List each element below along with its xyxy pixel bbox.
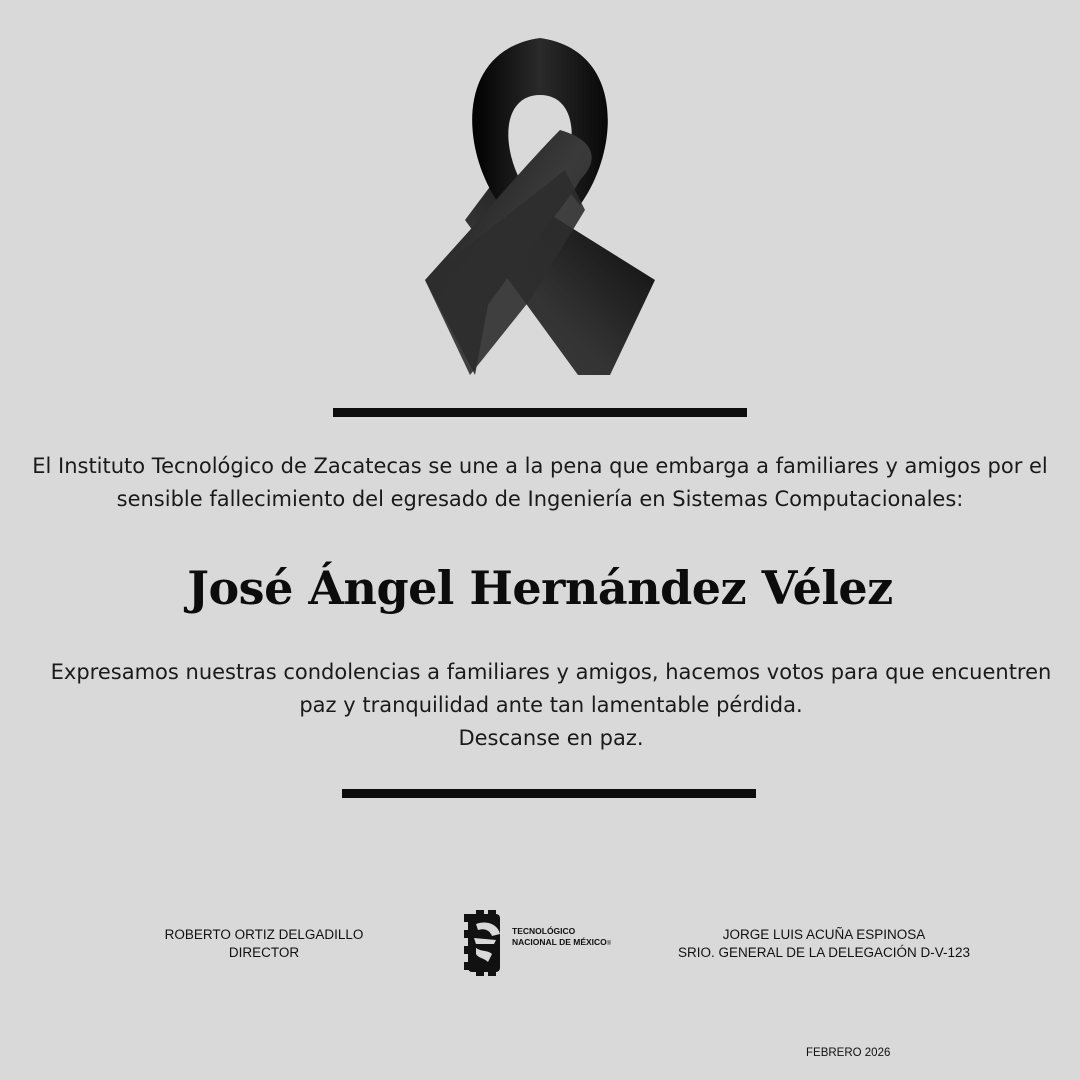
mourning-ribbon-icon: [400, 30, 680, 380]
top-divider: [333, 408, 747, 417]
condolences-text: [22, 656, 1080, 755]
deceased-name: José Ángel Hernández Vélez: [187, 561, 893, 615]
logo-line-2: [512, 937, 611, 950]
signer-title: DIRECTOR: [228, 945, 300, 960]
signer-title: SRIO. GENERAL DE LA DELEGACIÓN D-V-123: [677, 945, 971, 960]
bottom-divider: [342, 789, 756, 798]
condolences-line-2: paz y tranquilidad ante tan lamentable pérdida.: [299, 693, 803, 717]
signer-name: JORGE LUIS ACUÑA ESPINOSA: [722, 927, 926, 942]
signer-director: [144, 926, 384, 962]
signer-secretary: [664, 926, 984, 962]
intro-line-1: El Instituto Tecnológico de Zacatecas se une a la pena que embarga a familiares y amigos por el: [32, 454, 1048, 478]
signer-name: ROBERTO ORTIZ DELGADILLO: [164, 927, 364, 942]
registered-mark: ®: [606, 941, 612, 947]
logo-line-2-text: NACIONAL DE MÉXICO: [512, 937, 607, 947]
tecnm-logo: [462, 910, 622, 976]
intro-text: [20, 450, 1060, 516]
intro-line-2: sensible fallecimiento del egresado de Ingeniería en Sistemas Computacionales:: [116, 487, 964, 511]
tecnm-gear-logo-icon: [462, 910, 510, 976]
tecnm-logo-text: [512, 926, 611, 950]
date-label: FEBRERO 2026: [806, 1047, 891, 1059]
condolences-line-3: Descanse en paz.: [458, 726, 644, 750]
condolences-line-1: Expresamos nuestras condolencias a familiares y amigos, hacemos votos para que encuentren: [50, 660, 1052, 684]
logo-line-1: TECNOLÓGICO: [512, 926, 576, 936]
